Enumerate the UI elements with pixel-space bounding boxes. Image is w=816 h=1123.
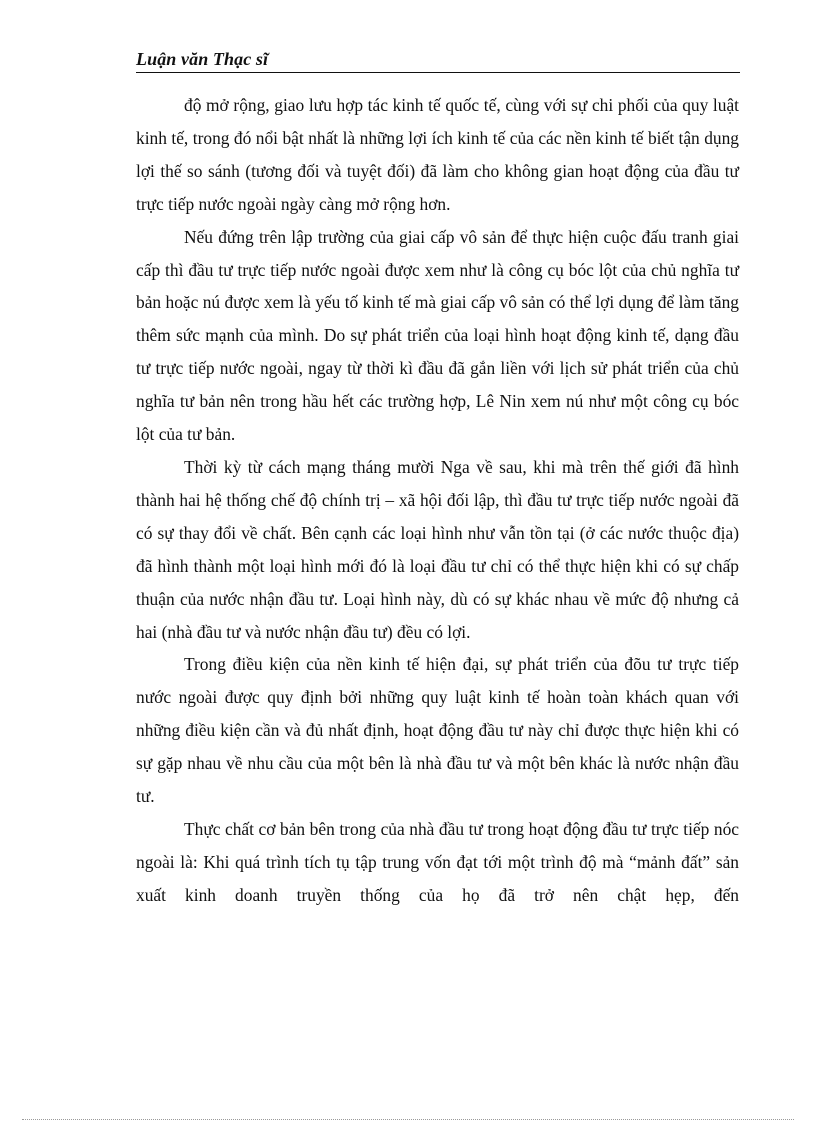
paragraph-5: Thực chất cơ bản bên trong của nhà đầu tư trong hoạt động đầu tư trực tiếp nóc ngoài là: Khi quá trình tích tụ tập trung vốn đạt tới một trình độ mà “mảnh đất” sản xuất kinh doanh truyền thống của họ đã trở nên chật hẹp, đến — [136, 818, 739, 905]
paragraph-3: Thời kỳ từ cách mạng tháng mười Nga về sau, khi mà trên thế giới đã hình thành hai hệ thống chế độ chính trị – xã hội đối lập, thì đầu tư trực tiếp nước ngoài đã có sự thay đổi về chất. Bên cạnh các loại hình như vẫn tồn tại (ở các nước thuộc địa) đã hình thành một loại hình mới đó là loại đầu tư chỉ có thể thực hiện khi có sự chấp thuận của nước nhận đầu tư. Loại hình này, dù có sự khác nhau về mức độ nhưng cả hai (nhà đầu tư và nước nhận đầu tư) đều có lợi. — [136, 456, 739, 642]
page-header — [136, 48, 740, 73]
header-title: Luận văn Thạc sĩ — [136, 49, 269, 69]
paragraph-4: Trong điều kiện của nền kinh tế hiện đại, sự phát triển của đõu tư trực tiếp nước ngoài được quy định bởi những quy luật kinh tế hoàn toàn khách quan với những điều kiện cần và đủ nhất định, hoạt động đầu tư này chỉ được thực hiện khi có sự gặp nhau về nhu cầu của một bên là nhà đầu tư và một bên khác là nước nhận đầu tư. — [136, 654, 739, 807]
paragraph-2: Nếu đứng trên lập trường của giai cấp vô sản để thực hiện cuộc đấu tranh giai cấp thì đầu tư trực tiếp nước ngoài được xem như là công cụ bóc lột của chủ nghĩa tư bản hoặc nú được xem là yếu tố kinh tế mà giai cấp vô sản có thể lợi dụng để làm tăng thêm sức mạnh của mình. Do sự phát triển của loại hình hoạt động kinh tế, dạng đầu tư trực tiếp nước ngoài, ngay từ thời kì đầu đã gắn liền với lịch sử phát triển của chủ nghĩa tư bản nên trong hầu hết các trường hợp, Lê Nin xem nú như một công cụ bóc lột của tư bản. — [136, 226, 739, 445]
page-bottom-border — [22, 1119, 794, 1120]
document-body — [136, 89, 739, 912]
paragraph-1: độ mở rộng, giao lưu hợp tác kinh tế quốc tế, cùng với sự chi phối của quy luật kinh tế, trong đó nổi bật nhất là những lợi ích kinh tế của các nền kinh tế biết tận dụng lợi thế so sánh (tương đối và tuyệt đối) đã làm cho không gian hoạt động của đầu tư trực tiếp nước ngoài ngày càng mở rộng hơn. — [136, 95, 739, 214]
